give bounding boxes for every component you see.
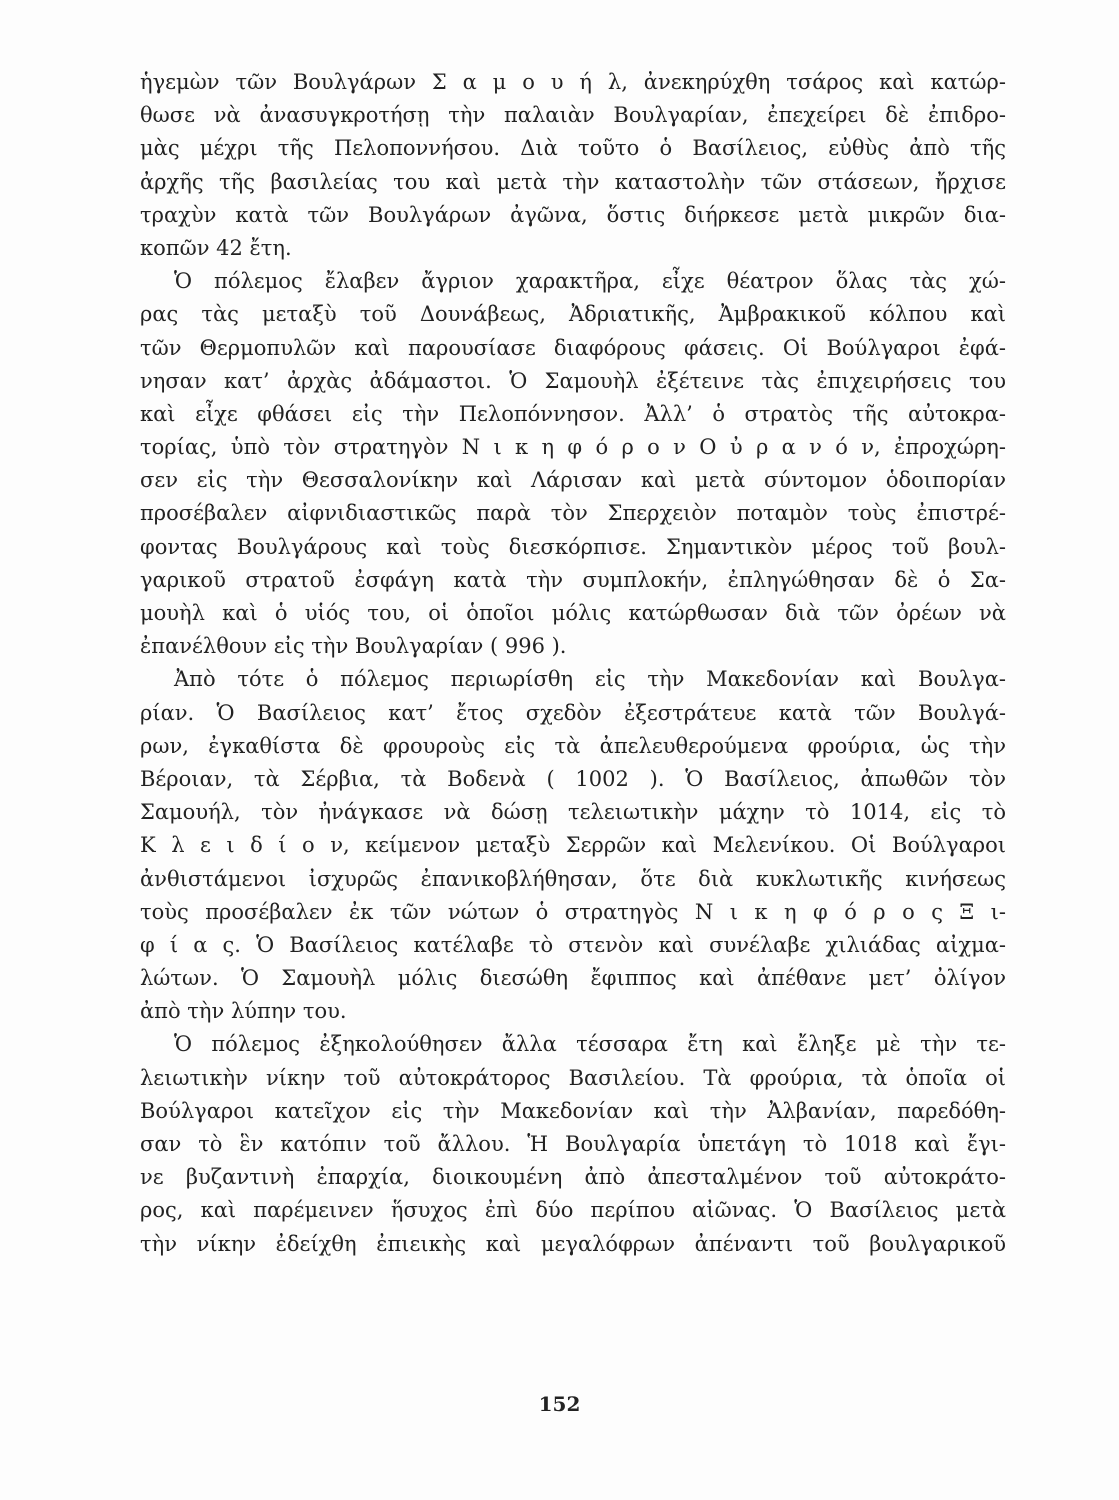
text-line: Ὁ πόλεμος ἔλαβεν ἄγριον χαρακτῆρα, εἶχε θέατρον ὅλας τὰς χώ- xyxy=(174,269,1006,294)
text-line: Κ λ ε ι δ ί ο ν, κείμενον μεταξὺ Σερρῶν καὶ Μελενίκου. Οἱ Βούλγαροι xyxy=(140,833,1006,858)
paragraph xyxy=(140,663,1006,1028)
text-line: ἀνθιστάμενοι ἰσχυρῶς ἐπανικοβλήθησαν, ὅτε διὰ κυκλωτικῆς κινήσεως xyxy=(140,866,1006,891)
text-line: τορίας, ὑπὸ τὸν στρατηγὸν Ν ι κ η φ ό ρ ο ν Ο ὐ ρ α ν ό ν, ἐπροχώρη- xyxy=(140,435,1006,460)
text-line: λειωτικὴν νίκην τοῦ αὐτοκράτορος Βασιλείου. Τὰ φρούρια, τὰ ὁποῖα οἱ xyxy=(140,1065,1006,1090)
paragraph xyxy=(140,265,1006,663)
text-line: προσέβαλεν αἰφνιδιαστικῶς παρὰ τὸν Σπερχειὸν ποταμὸν τοὺς ἐπιστρέ- xyxy=(140,501,1006,526)
text-line: φοντας Βουλγάρους καὶ τοὺς διεσκόρπισε. Σημαντικὸν μέρος τοῦ βουλ- xyxy=(140,534,1006,559)
page-number: 152 xyxy=(538,1392,581,1416)
text-line: Ἀπὸ τότε ὁ πόλεμος περιωρίσθη εἰς τὴν Μακεδονίαν καὶ Βουλγα- xyxy=(174,667,1006,692)
text-line: μουὴλ καὶ ὁ υἱός του, οἱ ὁποῖοι μόλις κατώρθωσαν διὰ τῶν ὀρέων νὰ xyxy=(140,601,1006,625)
text-line: τραχὺν κατὰ τῶν Βουλγάρων ἀγῶνα, ὅστις διήρκεσε μετὰ μικρῶν δια- xyxy=(140,202,1006,227)
text-line: ἡγεμὼν τῶν Βουλγάρων Σ α μ ο υ ή λ, ἀνεκηρύχθη τσάρος καὶ κατώρ- xyxy=(140,70,1006,94)
text-line: Βούλγαροι κατεῖχον εἰς τὴν Μακεδονίαν καὶ τὴν Ἀλβανίαν, παρεδόθη- xyxy=(140,1098,1006,1123)
text-line: νησαν κατ’ ἀρχὰς ἀδάμαστοι. Ὁ Σαμουὴλ ἐξέτεινε τὰς ἐπιχειρήσεις του xyxy=(140,368,1006,393)
paragraph xyxy=(140,1028,1006,1260)
text-line: καὶ εἶχε φθάσει εἰς τὴν Πελοπόννησον. Ἀλλ’ ὁ στρατὸς τῆς αὐτοκρα- xyxy=(140,401,1006,426)
text-line: ρος, καὶ παρέμεινεν ἥσυχος ἐπὶ δύο περίπου αἰῶνας. Ὁ Βασίλειος μετὰ xyxy=(140,1198,1006,1223)
text-line: φ ί α ς. Ὁ Βασίλειος κατέλαβε τὸ στενὸν καὶ συνέλαβε χιλιάδας αἰχμα- xyxy=(140,932,1006,957)
text-line: ἀρχῆς τῆς βασιλείας του καὶ μετὰ τὴν καταστολὴν τῶν στάσεων, ἤρχισε xyxy=(140,169,1006,194)
text-line: σαν τὸ ἓν κατόπιν τοῦ ἄλλου. Ἡ Βουλγαρία ὑπετάγη τὸ 1018 καὶ ἔγι- xyxy=(140,1132,1006,1156)
text-line: Σαμουήλ, τὸν ἠνάγκασε νὰ δώσῃ τελειωτικὴν μάχην τὸ 1014, εἰς τὸ xyxy=(140,800,1006,825)
text-line: ἐπανέλθουν εἰς τὴν Βουλγαρίαν ( 996 ). xyxy=(140,634,567,659)
text-line: σεν εἰς τὴν Θεσσαλονίκην καὶ Λάρισαν καὶ μετὰ σύντομον ὁδοιπορίαν xyxy=(140,468,1006,493)
text-line: μὰς μέχρι τῆς Πελοποννήσου. Διὰ τοῦτο ὁ Βασίλειος, εὐθὺς ἀπὸ τῆς xyxy=(140,136,1006,161)
text-line: λώτων. Ὁ Σαμουὴλ μόλις διεσώθη ἔφιππος καὶ ἀπέθανε μετ’ ὀλίγον xyxy=(140,966,1006,991)
text-line: κοπῶν 42 ἔτη. xyxy=(140,235,292,260)
text-line: Βέροιαν, τὰ Σέρβια, τὰ Βοδενὰ ( 1002 ). Ὁ Βασίλειος, ἀπωθῶν τὸν xyxy=(140,766,1006,791)
text-line: ρίαν. Ὁ Βασίλειος κατ’ ἔτος σχεδὸν ἐξεστράτευε κατὰ τῶν Βουλγά- xyxy=(140,700,1006,725)
text-line: ρας τὰς μεταξὺ τοῦ Δουνάβεως, Ἀδριατικῆς, Ἀμβρακικοῦ κόλπου καὶ xyxy=(140,302,1006,327)
text-line: τῶν Θερμοπυλῶν καὶ παρουσίασε διαφόρους φάσεις. Οἱ Βούλγαροι ἐφά- xyxy=(140,335,1006,360)
body-text xyxy=(140,66,1006,1261)
text-line: τὴν νίκην ἐδείχθη ἐπιεικὴς καὶ μεγαλόφρων ἀπέναντι τοῦ βουλγαρικοῦ xyxy=(140,1231,1006,1256)
text-line: ρων, ἐγκαθίστα δὲ φρουροὺς εἰς τὰ ἀπελευθερούμενα φρούρια, ὡς τὴν xyxy=(140,733,1006,758)
text-line: γαρικοῦ στρατοῦ ἐσφάγη κατὰ τὴν συμπλοκήν, ἐπληγώθησαν δὲ ὁ Σα- xyxy=(140,567,1006,592)
text-line: νε βυζαντινὴ ἐπαρχία, διοικουμένη ἀπὸ ἀπεσταλμένον τοῦ αὐτοκράτο- xyxy=(140,1165,1006,1190)
text-line: θωσε νὰ ἀνασυγκροτήσῃ τὴν παλαιὰν Βουλγαρίαν, ἐπεχείρει δὲ ἐπιδρο- xyxy=(140,103,1006,128)
text-line: ἀπὸ τὴν λύπην του. xyxy=(140,999,347,1024)
text-line: Ὁ πόλεμος ἐξηκολούθησεν ἄλλα τέσσαρα ἔτη καὶ ἔληξε μὲ τὴν τε- xyxy=(174,1032,1006,1057)
text-line: τοὺς προσέβαλεν ἐκ τῶν νώτων ὁ στρατηγὸς Ν ι κ η φ ό ρ ο ς Ξ ι- xyxy=(140,899,1006,924)
paragraph xyxy=(140,66,1006,265)
